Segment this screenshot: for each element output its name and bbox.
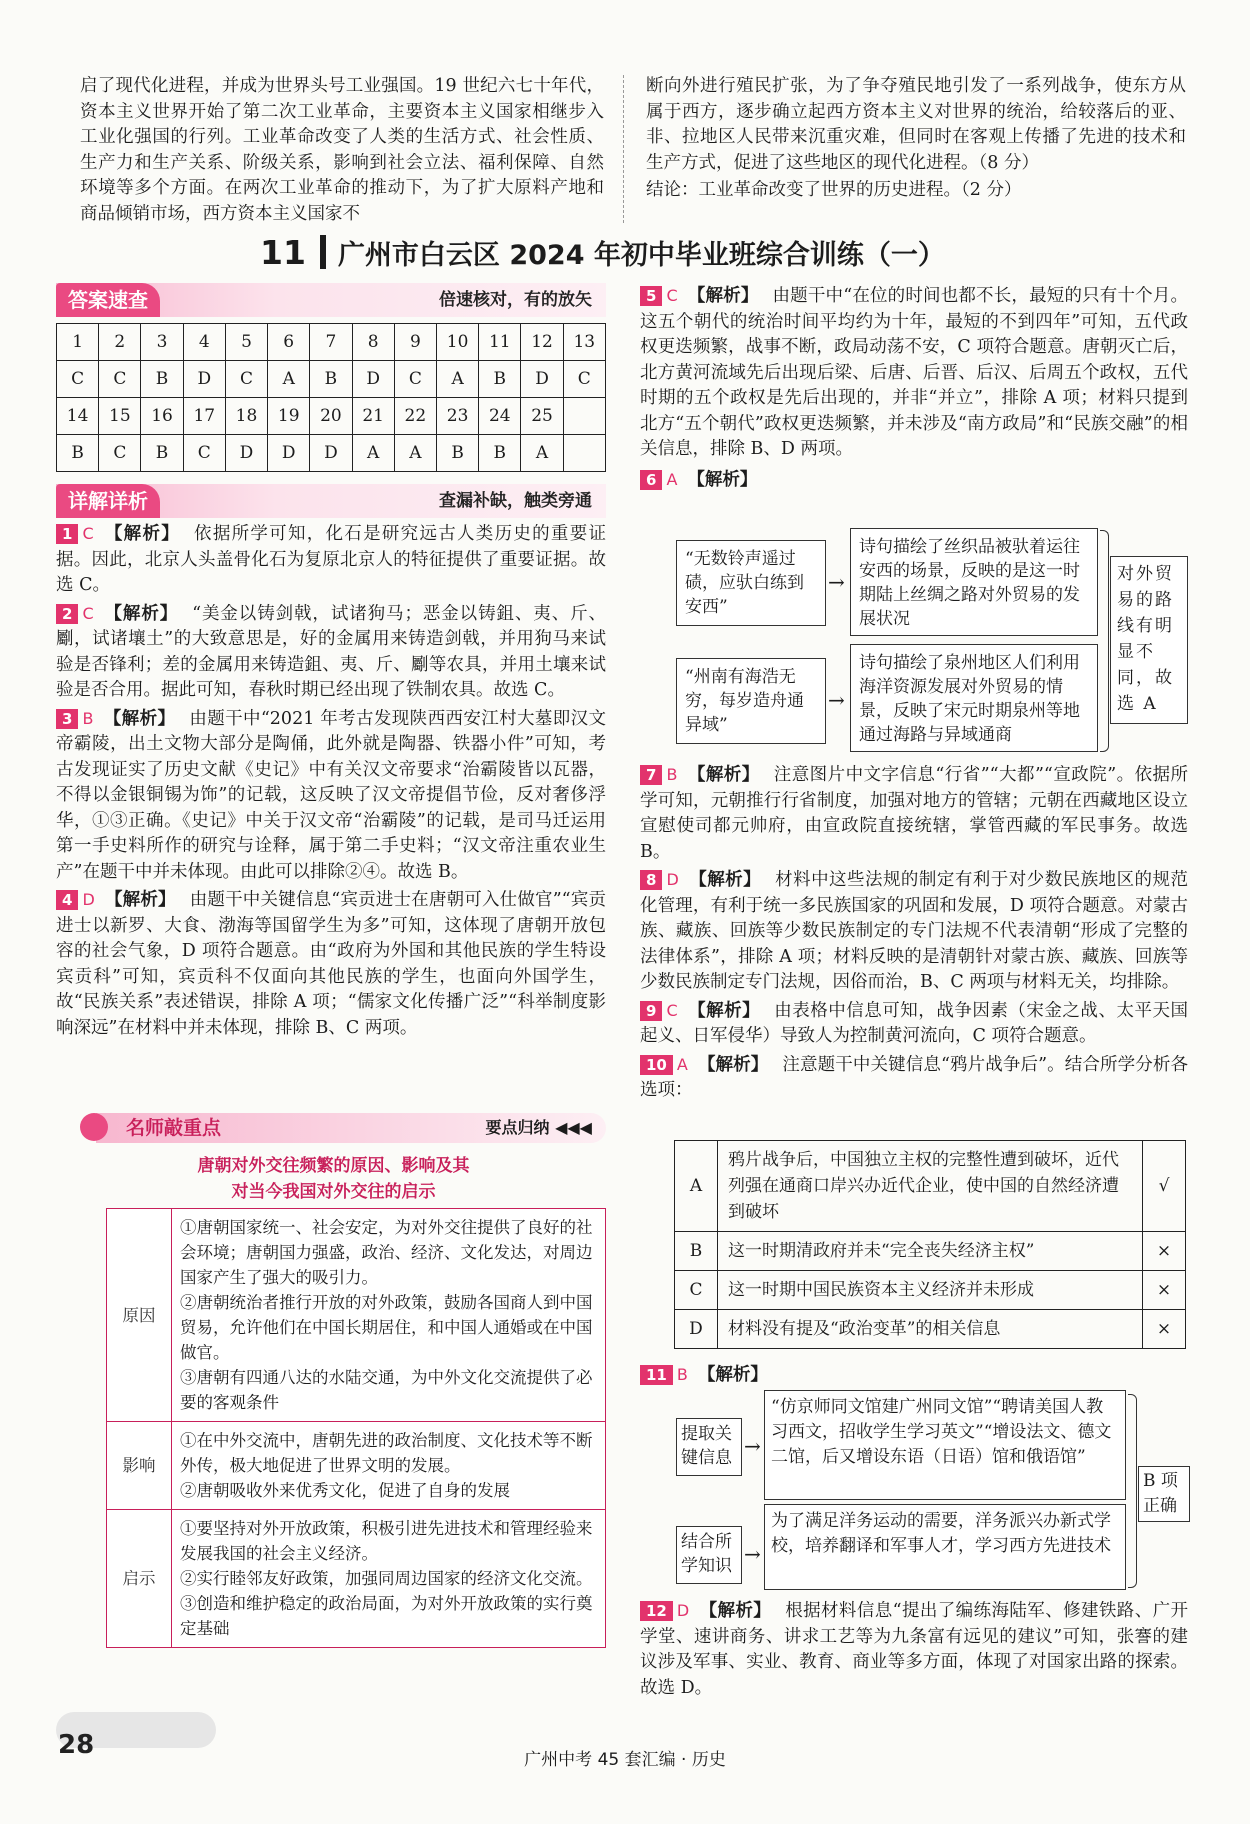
teacher-summary-table	[106, 1208, 606, 1648]
q12-block	[640, 1598, 1188, 1703]
option-mark: ×	[1143, 1232, 1186, 1271]
question-number-cell: 6	[268, 324, 310, 361]
summary-point: ②唐朝吸收外来优秀文化，促进了自身的发展	[180, 1481, 510, 1500]
option-row	[675, 1271, 1186, 1310]
q6-poem-1: “无数铃声遥过碛，应驮白练到安西”	[676, 540, 826, 626]
answer-cell: B	[141, 435, 183, 472]
arrow-icon: →	[828, 570, 845, 594]
summary-point: ①在中外交流中，唐朝先进的政治制度、文化技术等不断外传，极大地促进了世界文明的发展。	[180, 1431, 593, 1475]
question-number-cell: 20	[310, 398, 352, 435]
answer-val-row-1	[57, 361, 606, 398]
question-number-cell: 3	[141, 324, 183, 361]
question-number-cell: 22	[394, 398, 436, 435]
summary-row	[107, 1422, 606, 1510]
detail-header-slogan: 查漏补缺，触类旁通	[439, 491, 592, 511]
arrow-icon: →	[744, 1542, 761, 1566]
question-number-cell: 19	[268, 398, 310, 435]
question-number-cell: 14	[57, 398, 99, 435]
option-row	[675, 1310, 1186, 1349]
question-number-cell: 18	[225, 398, 267, 435]
summary-point: ②唐朝统治者推行开放的对外政策，鼓励各国商人到中国贸易，允许他们在中国长期居住，和中国人通婚或在中国做官。	[180, 1293, 593, 1362]
option-analysis: 鸦片战争后，中国独立主权的完整性遭到破坏，近代列强在通商口岸兴办近代企业，使中国的自然经济遭到破坏	[718, 1141, 1143, 1232]
q5: 5 C 【解析】 由题干中“在位的时间也都不长，最短的只有十个月。这五个朝代的统治时间平均约为十年，最短的不到四年”可知，五代政权更迭频繁，战事不断，政局动荡不安，C 项符合题意。唐朝灭亡后，北方黄河流域先后出现后梁、后唐、后晋、后汉、后周五个政权，五代时期的五个政权是先后出现的，并非“并立”，排除 A 项；材料只提到北方“五个朝代”政权更迭频繁，并未涉及“南方政局”和“民族交融”的相关信息，排除 B、D 两项。	[640, 286, 1189, 459]
q1: 1 C 【解析】 依据所学可知，化石是研究远古人类历史的重要证据。因此，北京人头盖骨化石为复原北京人的特征提供了重要证据。故选 C。	[56, 524, 606, 595]
question-number-cell: 7	[310, 324, 352, 361]
question-number-cell: 16	[141, 398, 183, 435]
title-bar	[320, 235, 326, 269]
option-analysis: 这一时期清政府并未“完全丧失经济主权”	[718, 1232, 1143, 1271]
answer-cell: B	[310, 361, 352, 398]
summary-row-content	[172, 1209, 606, 1422]
question-number-cell: 23	[436, 398, 478, 435]
summary-row-content	[172, 1422, 606, 1510]
summary-point: ①唐朝国家统一、社会安定，为对外交往提供了良好的社会环境；唐朝国力强盛，政治、经济、文化发达，对周边国家产生了强大的吸引力。	[180, 1218, 593, 1287]
empty-cell	[563, 435, 605, 472]
page-number: 28	[58, 1730, 95, 1760]
summary-point: ③唐朝有四通八达的水陆交通，为中外文化交流提供了必要的客观条件	[180, 1368, 593, 1412]
answer-cell: A	[521, 435, 563, 472]
q11-info-1: “仿京师同文馆建广州同文馆”“聘请美国人教习西文，招收学生学习英文”“增设法文、德文二馆，后又增设东语（日语）馆和俄语馆”	[764, 1390, 1126, 1500]
answer-val-row-2	[57, 435, 606, 472]
q6-conclusion: 对外贸易的路线有明显不同，故选 A	[1110, 556, 1188, 724]
summary-row	[107, 1510, 606, 1648]
question-number-cell: 12	[521, 324, 563, 361]
exam-title	[260, 230, 1020, 274]
q7: 7 B 【解析】 注意图片中文字信息“行省”“大都”“宣政院”。依据所学可知，元朝推行行省制度，加强对地方的管辖；元朝在西藏地区设立宣慰使司都元帅府，由宣政院直接统辖，掌管西藏的军民事务。故选 B。	[640, 765, 1189, 862]
answer-cell: C	[183, 435, 225, 472]
q11-head: 11 B 【解析】	[640, 1362, 1188, 1391]
answer-cell: B	[141, 361, 183, 398]
summary-point: ②实行睦邻友好政策，加强同周边国家的经济文化交流。	[180, 1569, 593, 1588]
left-questions	[56, 521, 606, 1043]
exam-number: 11	[260, 232, 306, 272]
top-right-text: 断向外进行殖民扩张，为了争夺殖民地引发了一系列战争，使东方从属于西方，逐步确立起西方资本主义对世界的统治，给较落后的亚、非、拉地区人民带来沉重灾难，但同时在客观上传播了先进的技术和生产方式，促进了这些地区的现代化进程。（8 分） 结论：工业革命改变了世界的历史进程。（2 分）	[646, 76, 1186, 200]
answer-cell: C	[225, 361, 267, 398]
detail-header	[56, 484, 606, 518]
answer-cell: A	[352, 435, 394, 472]
teacher-subtitle: 唐朝对外交往频繁的原因、影响及其 对当今我国对外交往的启示	[197, 1156, 470, 1202]
option-analysis: 材料没有提及“政治变革”的相关信息	[718, 1310, 1143, 1349]
answer-num-row-2	[57, 398, 606, 435]
teacher-highlight-header: 名师敲重点 要点归纳 ◀◀◀	[96, 1113, 606, 1143]
option-mark: ×	[1143, 1271, 1186, 1310]
q6-desc-1: 诗句描绘了丝织品被驮着运往安西的场景，反映的是这一时期陆上丝绸之路对外贸易的发展状况	[850, 528, 1098, 636]
answer-cell: A	[436, 361, 478, 398]
question-number-cell: 2	[99, 324, 141, 361]
teacher-highlight	[56, 1113, 611, 1693]
answer-cell: A	[394, 435, 436, 472]
option-mark: ×	[1143, 1310, 1186, 1349]
answer-cell: C	[563, 361, 605, 398]
arrow-icon: →	[828, 688, 845, 712]
q6-desc-2: 诗句描绘了泉州地区人们利用海洋资源发展对外贸易的情景，反映了宋元时期泉州等地通过海路与异域通商	[850, 644, 1098, 752]
arrow-icon: →	[744, 1434, 761, 1458]
summary-row	[107, 1209, 606, 1422]
answer-cell: D	[225, 435, 267, 472]
summary-row-content	[172, 1510, 606, 1648]
q11-label-1: 提取关键信息	[676, 1418, 742, 1476]
answer-num-row-1	[57, 324, 606, 361]
question-number-cell: 24	[479, 398, 521, 435]
option-letter: B	[675, 1232, 718, 1271]
q8: 8 D 【解析】 材料中这些法规的制定有利于对少数民族地区的规范化管理，有利于统一多民族国家的巩固和发展，D 项符合题意。对蒙古族、藏族、回族等少数民族制定的专门法规不代表清朝“形成了完整的法律体系”，排除 A 项；材料反映的是清朝针对蒙古族、藏族、回族等少数民族制定专门法规，因俗而治，B、C 两项与材料无关，均排除。	[640, 870, 1188, 992]
answer-cell: D	[183, 361, 225, 398]
question-number-cell: 25	[521, 398, 563, 435]
question-number-cell: 17	[183, 398, 225, 435]
empty-cell	[563, 398, 605, 435]
summary-row-label: 原因	[107, 1209, 172, 1422]
q11-conclusion: B 项正确	[1138, 1466, 1190, 1522]
answer-cell: B	[479, 361, 521, 398]
answer-cell: C	[99, 435, 141, 472]
option-letter: C	[675, 1271, 718, 1310]
answer-cell: A	[268, 361, 310, 398]
option-row	[675, 1141, 1186, 1232]
option-analysis: 这一时期中国民族资本主义经济并未形成	[718, 1271, 1143, 1310]
summary-point: ①要坚持对外开放政策，积极引进先进技术和管理经验来发展我国的社会主义经济。	[180, 1519, 593, 1563]
question-number-cell: 1	[57, 324, 99, 361]
summary-point: ③创造和维护稳定的政治局面，为对外开放政策的实行奠定基础	[180, 1594, 593, 1638]
answer-cell: D	[521, 361, 563, 398]
exam-title-text: 广州市白云区 2024 年初中毕业班综合训练（一）	[337, 239, 945, 271]
teacher-icon	[80, 1113, 108, 1141]
answer-header	[56, 283, 606, 317]
q10-options-table	[674, 1140, 1186, 1349]
question-number-cell: 11	[479, 324, 521, 361]
q6-head: 6 A 【解析】	[640, 467, 1188, 494]
q7-q10-block	[640, 762, 1188, 1106]
answer-cell: C	[57, 361, 99, 398]
detail-header-tag: 详解详析	[56, 484, 160, 518]
answer-cell: D	[268, 435, 310, 472]
question-number-cell: 21	[352, 398, 394, 435]
q11-brace	[1128, 1394, 1137, 1588]
question-number-cell: 8	[352, 324, 394, 361]
answer-table	[56, 323, 606, 472]
answer-cell: B	[479, 435, 521, 472]
q10: 10 A 【解析】 注意题干中关键信息“鸦片战争后”。结合所学分析各选项：	[640, 1054, 1188, 1100]
answer-cell: C	[394, 361, 436, 398]
q2: 2 C 【解析】 “美金以铸剑戟，试诸狗马；恶金以铸鉏、夷、斤、劚，试诸壤土”的大致意思是，好的金属用来铸造剑戟，并用狗马来试验是否锋利；差的金属用来铸造鉏、夷、斤、劚等农具，并用土壤来试验是否合用。据此可知，春秋时期已经出现了铁制农具。故选 C。	[56, 603, 606, 700]
answer-cell: D	[310, 435, 352, 472]
answer-cell: B	[57, 435, 99, 472]
option-mark: √	[1143, 1141, 1186, 1232]
top-left-text: 启了现代化进程，并成为世界头号工业强国。19 世纪六七十年代，资本主义世界开始了第二次工业革命，主要资本主义国家相继步入工业化强国的行列。工业革命改变了人类的生活方式、社会性质、生产力和生产关系、阶级关系，影响到社会立法、福利保障、自然环境等多个方面。在两次工业革命的推动下，为了扩大原料产地和商品倾销市场，西方资本主义国家不	[80, 76, 604, 224]
option-row	[675, 1232, 1186, 1271]
question-number-cell: 13	[563, 324, 605, 361]
q4: 4 D 【解析】 由题干中关键信息“宾贡进士在唐朝可入仕做官”“宾贡进士以新罗、大食、渤海等国留学生为多”可知，这体现了唐朝开放包容的社会气象，D 项符合题意。由“政府为外国和其他民族的学生特设宾贡科”可知，宾贡科不仅面向其他民族的学生，也面向外国学生，故“民族关系”表述错误，排除 A 项；“儒家文化传播广泛”“科举制度影响深远”在材料中并未体现，排除 B、C 两项。	[56, 890, 607, 1038]
answer-cell: D	[352, 361, 394, 398]
answer-header-slogan: 倍速核对，有的放矢	[439, 290, 592, 310]
answer-header-tag: 答案速查	[56, 283, 160, 317]
column-divider	[623, 75, 624, 223]
answer-cell: B	[436, 435, 478, 472]
question-number-cell: 4	[183, 324, 225, 361]
q5-block	[640, 283, 1188, 495]
summary-row-label: 影响	[107, 1422, 172, 1510]
q6-poem-2: “州南有海浩无穷，每岁造舟通异域”	[676, 658, 826, 744]
question-number-cell: 15	[99, 398, 141, 435]
question-number-cell: 10	[436, 324, 478, 361]
summary-row-label: 启示	[107, 1510, 172, 1648]
question-number-cell: 5	[225, 324, 267, 361]
q9: 9 C 【解析】 由表格中信息可知，战争因素（宋金之战、太平天国起义、日军侵华）导致人为控制黄河流向，C 项符合题意。	[640, 1000, 1189, 1046]
q12: 12 D 【解析】 根据材料信息“提出了编练海陆军、修建铁路、广开学堂、速讲商务、讲求工艺等为九条富有远见的建议”可知，张謇的建议涉及军事、实业、教育、商业等多方面，体现了对国家出路的探索。故选 D。	[640, 1601, 1188, 1698]
q3: 3 B 【解析】 由题干中“2021 年考古发现陕西西安江村大墓即汉文帝霸陵，出土文物大部分是陶俑，此外就是陶器、铁器小件”可知，考古发现证实了历史文献《史记》中有关汉文帝要求“治霸陵皆以瓦器，不得以金银铜锡为饰”的记载，这反映了汉文帝提倡节俭，反对奢侈浮华，①③正确。《史记》中关于汉文帝“治霸陵”的记载，是司马迁运用第一手史料所作的研究与诠释，属于第二手史料；“汉文帝注重农业生产”在题干中并未体现。由此可以排除②④。故选 B。	[56, 708, 606, 882]
question-number-cell: 9	[394, 324, 436, 361]
q6-brace	[1100, 530, 1109, 752]
answer-cell: C	[99, 361, 141, 398]
option-letter: D	[675, 1310, 718, 1349]
q11-info-2: 为了满足洋务运动的需要，洋务派兴办新式学校，培养翻译和军事人才，学习西方先进技术	[764, 1504, 1126, 1590]
q11-label-2: 结合所学知识	[676, 1526, 742, 1584]
footer-book-title: 广州中考 45 套汇编 · 历史	[524, 1750, 726, 1770]
option-letter: A	[675, 1141, 718, 1232]
